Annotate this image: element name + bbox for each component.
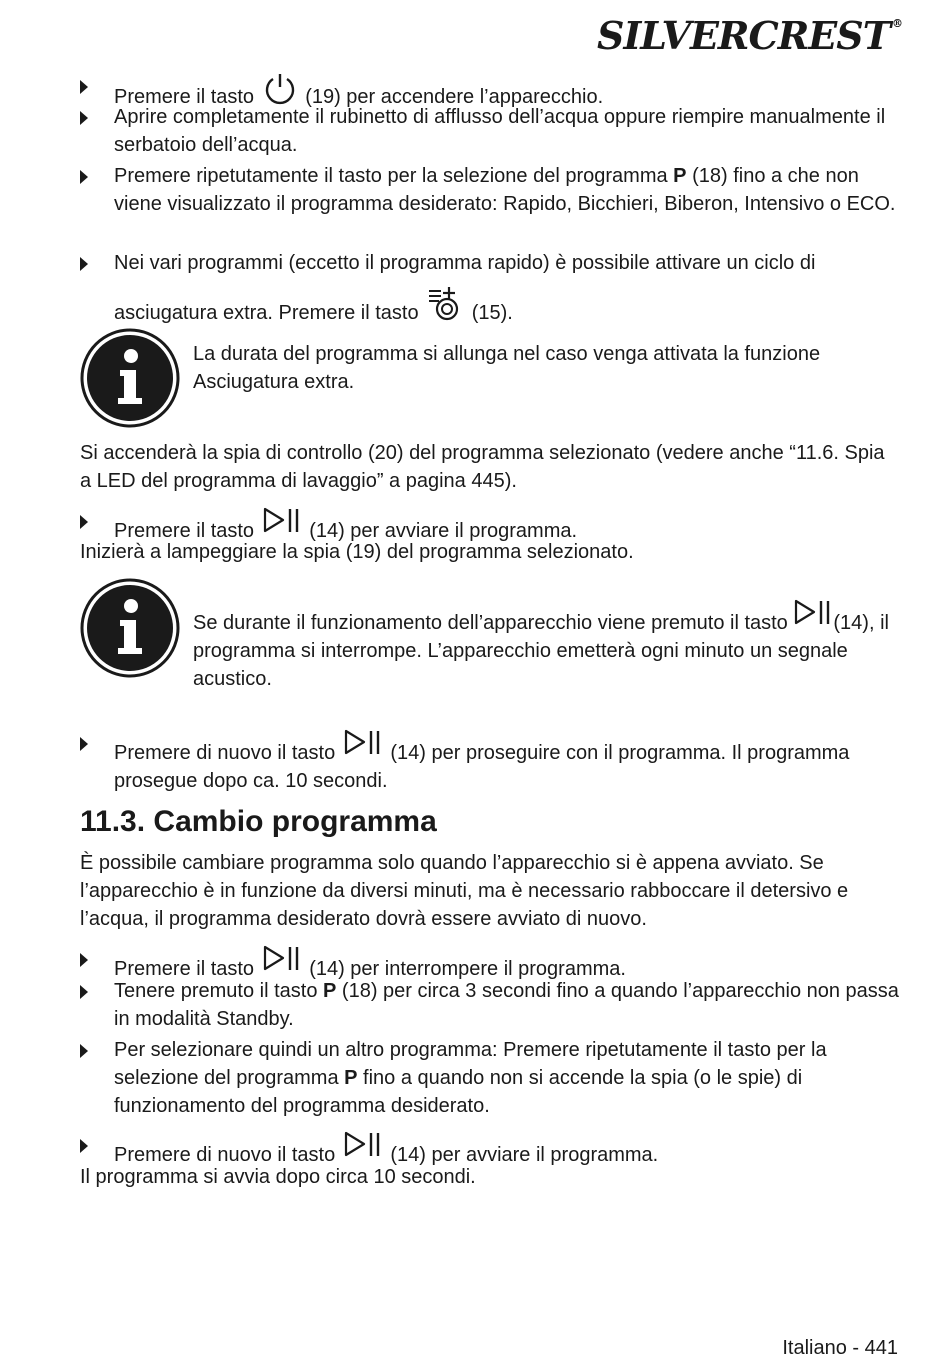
item-text: Tenere premuto il tasto (114, 980, 318, 1002)
list-item (80, 729, 900, 795)
brand-name: SILVERCREST (597, 13, 890, 58)
play-pause-icon (263, 945, 301, 973)
play-pause-icon (344, 1131, 382, 1159)
bullet-arrow-icon (80, 985, 88, 999)
bullet-arrow-icon (80, 1139, 88, 1153)
item-text: (14) per avviare il programma. (309, 520, 578, 542)
program-key: P (673, 165, 687, 187)
item-text: Premere ripetutamente il tasto per la selezione del programma (114, 165, 668, 187)
play-pause-icon (344, 729, 382, 757)
info-note (193, 599, 903, 693)
item-text: Premere il tasto (114, 958, 255, 980)
bullet-arrow-icon (80, 170, 88, 184)
program-key: P (344, 1067, 358, 1089)
brand-logo (597, 2, 902, 58)
note-text: Se durante il funzionamento dell’apparecchio viene premuto il tasto (193, 612, 788, 634)
item-text: (19) per accendere l’apparecchio. (305, 86, 604, 108)
item-text: Premere di nuovo il tasto (114, 742, 336, 764)
item-text: (14) per avviare il programma. (390, 1144, 659, 1166)
bullet-arrow-icon (80, 111, 88, 125)
item-text: Per selezionare quindi un altro programma: Premere ripetutamente il tasto per la selezione del programma (114, 1039, 827, 1089)
item-text: asciugatura extra. Premere il tasto (114, 302, 419, 324)
info-icon (80, 578, 180, 678)
item-text: Premere di nuovo il tasto (114, 1144, 336, 1166)
play-pause-icon (794, 599, 832, 627)
bullet-arrow-icon (80, 80, 88, 94)
list-item (80, 977, 900, 1033)
info-note: La durata del programma si allunga nel caso venga attivata la funzione Asciugatura extra. (193, 343, 821, 393)
bullet-arrow-icon (80, 737, 88, 751)
list-item (80, 249, 900, 327)
item-text: (18) per circa 3 secondi fino a quando l’apparecchio non passa in modalità Standby. (114, 980, 899, 1030)
list-item (80, 1036, 900, 1120)
play-pause-icon (263, 507, 301, 535)
item-text: (18) fino a che non viene visualizzato il programma desiderato: Rapido, Bicchieri, Biberon, Intensivo o ECO. (114, 165, 896, 215)
bullet-arrow-icon (80, 515, 88, 529)
item-text: (15). (471, 302, 513, 324)
paragraph: Si accenderà la spia di controllo (20) del programma selezionato (vedere anche “11.6. Spia a LED del programma di lavaggio” a pagina 445). (80, 442, 885, 492)
section-heading: 11.3. Cambio programma (80, 805, 437, 838)
item-text: (14) per interrompere il programma. (309, 958, 626, 980)
item-text: Premere il tasto (114, 520, 255, 542)
page-number: Italiano - 441 (782, 1337, 898, 1359)
paragraph: È possibile cambiare programma solo quando l’apparecchio si è appena avviato. Se l’apparecchio è in funzione da diversi minuti, ma è necessario rabboccare il detersivo e l’acqua, il programma desiderato dovrà essere avviato di nuovo. (80, 852, 849, 930)
list-item (80, 103, 900, 159)
bullet-arrow-icon (80, 1044, 88, 1058)
power-icon (263, 72, 297, 106)
paragraph: Inizierà a lampeggiare la spia (19) del programma selezionato. (80, 541, 634, 563)
list-item (80, 162, 900, 218)
item-text: Premere il tasto (114, 86, 255, 108)
note-text: il programma si interrompe. L’apparecchio emetterà ogni minuto un segnale acustico. (193, 612, 889, 690)
item-text: fino a quando non si accende la spia (o le spie) di funzionamento del programma desiderato. (114, 1067, 803, 1117)
bullet-arrow-icon (80, 257, 88, 271)
extra-dry-icon (427, 287, 463, 321)
paragraph: Il programma si avvia dopo circa 10 secondi. (80, 1166, 476, 1188)
program-key: P (323, 980, 337, 1002)
note-text: (14), (833, 612, 875, 634)
item-text: Aprire completamente il rubinetto di afflusso dell’acqua oppure riempire manualmente il serbatoio dell’acqua. (114, 106, 886, 156)
bullet-arrow-icon (80, 953, 88, 967)
registered-mark: ® (892, 17, 902, 30)
item-text: Nei vari programmi (eccetto il programma rapido) è possibile attivare un ciclo di (114, 252, 816, 274)
item-text: (14) per proseguire con il programma. Il programma prosegue dopo ca. 10 secondi. (114, 742, 850, 792)
info-icon (80, 328, 180, 428)
